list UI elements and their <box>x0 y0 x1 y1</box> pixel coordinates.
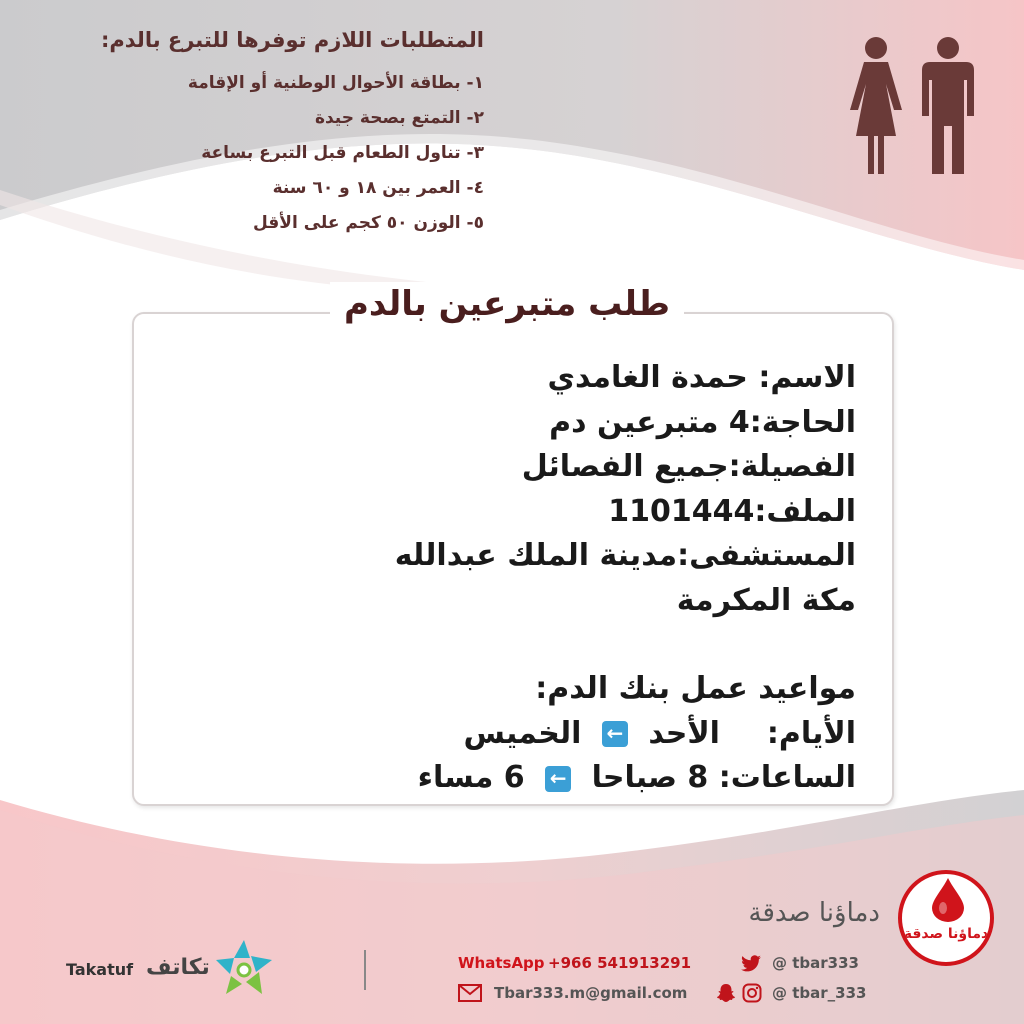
snapchat-icon <box>716 983 736 1003</box>
requirements-title: المتطلبات اللازم توفرها للتبرع بالدم: <box>101 28 484 52</box>
schedule-title: مواعيد عمل بنك الدم: <box>535 671 856 706</box>
brand-name: دماؤنا صدقة <box>748 898 880 928</box>
file-number: الملف:1101444 <box>608 493 856 529</box>
twitter-icon <box>740 955 762 973</box>
patient-name: الاسم: حمدة الغامدي <box>547 360 856 395</box>
woman-icon <box>850 37 902 174</box>
instagram-icon <box>742 983 762 1003</box>
brand-logo <box>898 870 994 966</box>
days-row <box>296 712 856 757</box>
instagram-handle[interactable]: @ tbar_333 <box>772 984 867 1002</box>
email-address[interactable]: Tbar333.m@gmail.com <box>494 984 688 1002</box>
requirement-item: ٢- التمتع بصحة جيدة <box>314 108 484 128</box>
city-name: مكة المكرمة <box>676 582 856 618</box>
page-title: طلب متبرعين بالدم <box>330 282 684 326</box>
gender-icons <box>842 36 982 176</box>
logo-text: دماؤنا صدقة <box>903 926 989 942</box>
whatsapp-label: WhatsApp <box>458 954 545 972</box>
blood-type: الفصيلة:جميع الفصائل <box>521 449 856 484</box>
man-icon <box>922 37 974 174</box>
requirement-item: ٣- تناول الطعام قبل التبرع بساعة <box>201 143 484 163</box>
hours-row <box>296 756 856 801</box>
takatuf-star-icon <box>212 936 276 1000</box>
partner-name-latin: Takatuf <box>66 960 134 979</box>
whatsapp-number[interactable]: +966 541913291 <box>548 954 692 972</box>
partner-name-arabic: تكاتف <box>146 955 210 980</box>
days-to: الخميس <box>463 715 582 751</box>
donor-request-details <box>296 356 856 801</box>
twitter-handle[interactable]: @ tbar333 <box>772 954 859 972</box>
hours-from: 8 صباحا <box>591 760 709 795</box>
days-from: الأحد <box>648 715 720 751</box>
arrow-left-icon: ← <box>602 721 628 747</box>
hours-label: الساعات: <box>718 760 856 795</box>
requirement-item: ١- بطاقة الأحوال الوطنية أو الإقامة <box>187 73 484 93</box>
footer-divider <box>364 950 366 990</box>
requirements-section <box>24 28 484 241</box>
hospital-name: المستشفى:مدينة الملك عبدالله <box>394 538 856 573</box>
donors-needed: الحاجة:4 متبرعين دم <box>549 404 856 440</box>
arrow-left-icon: ← <box>545 766 571 792</box>
blood-drop-icon <box>932 878 964 922</box>
requirement-item: ٤- العمر بين ١٨ و ٦٠ سنة <box>272 178 484 198</box>
requirement-item: ٥- الوزن ٥٠ كجم على الأقل <box>253 213 484 233</box>
hours-to: 6 مساء <box>417 760 525 795</box>
mail-icon <box>458 984 482 1002</box>
days-label: الأيام: <box>766 715 856 751</box>
